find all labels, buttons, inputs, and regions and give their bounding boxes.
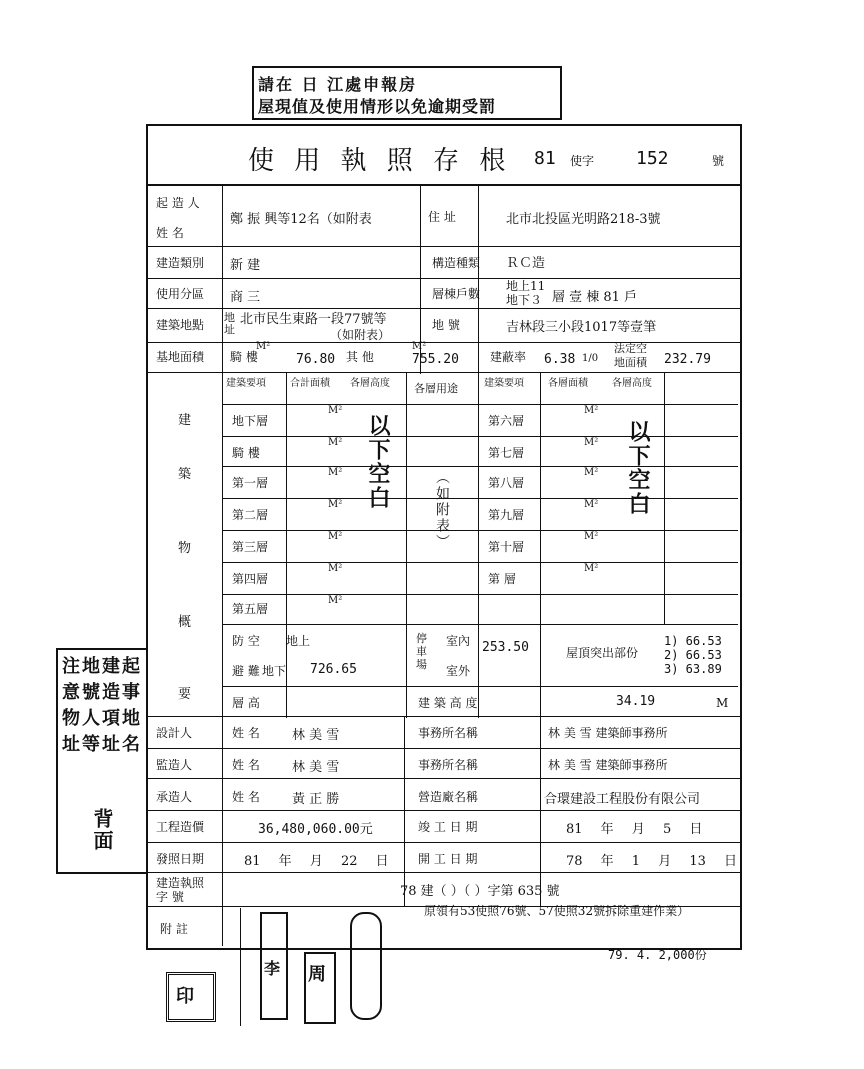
blank-stamp-left: 以下空白 <box>365 414 390 510</box>
shelter-label-2: 避 難 <box>232 664 260 678</box>
unit-m2-r2: M² <box>584 437 599 448</box>
license-prefix: 81 <box>534 148 556 169</box>
supervisor-name-label: 姓 名 <box>232 758 260 772</box>
coverage-fraction: 1/0 <box>582 353 599 364</box>
type-label: 建造類別 <box>156 256 205 270</box>
parking-label: 停車場 <box>416 632 427 671</box>
unit-m2-r6: M² <box>584 563 599 574</box>
other-value: 755.20 <box>412 352 459 367</box>
remark-value: 原領有53使照76號、57使照32號拆除重建作業） <box>424 904 690 918</box>
designer-office: 林 美 雪 建築師事務所 <box>548 726 668 740</box>
unit-m2-r3: M² <box>584 467 599 478</box>
floors-rest: 層 壹 棟 81 戶 <box>552 290 638 305</box>
left-floor-7: 第五層 <box>232 602 269 616</box>
building-label-2: 築 <box>178 467 192 482</box>
roof-label: 屋頂突出部份 <box>566 646 639 660</box>
contractor-label: 承造人 <box>156 790 193 804</box>
total-height-label: 建 築 高 度 <box>418 696 478 710</box>
structure-label: 構造種類 <box>432 256 481 270</box>
legal-label-1: 法定空 <box>614 342 647 355</box>
unit-m2-2: M² <box>328 437 343 448</box>
left-floor-6: 第四層 <box>232 572 269 586</box>
right-floor-1: 第六層 <box>488 414 525 428</box>
issue-value: 81 年 月 22 日 <box>244 854 389 869</box>
hdr-height: 各層高度 <box>350 378 390 389</box>
area-label: 基地面積 <box>156 350 205 364</box>
header-note-line2: 屋現值及使用情形以免逾期受罰 <box>258 97 497 116</box>
shelter-below: 地下 <box>262 664 287 678</box>
attach-note: （如附表） <box>434 470 450 550</box>
cost-label: 工程造價 <box>156 820 205 834</box>
designer-name-label: 姓 名 <box>232 726 260 740</box>
zone-label: 使用分區 <box>156 287 205 301</box>
site-prefix: 地址 <box>224 311 235 336</box>
permit-value: 78 建（ ）（ ）字第 635 號 <box>400 884 560 899</box>
left-floor-5: 第三層 <box>232 540 269 554</box>
unit-m2-5: M² <box>328 531 343 542</box>
legal-label-2: 地面積 <box>614 356 647 369</box>
form-title: 使 用 執 照 存 根 <box>248 146 512 176</box>
license-suffix: 號 <box>712 154 725 168</box>
contractor-name: 黃 正 勝 <box>292 792 340 807</box>
issue-label: 發照日期 <box>156 852 205 866</box>
height-label: 層 高 <box>232 696 260 710</box>
coverage-value: 6.38 <box>544 352 576 367</box>
site-value: 北市民生東路一段77號等 <box>240 312 387 327</box>
supervisor-office: 林 美 雪 建築師事務所 <box>548 758 668 772</box>
applicant-label-2: 姓 名 <box>156 226 184 240</box>
unit-m2-3: M² <box>328 467 343 478</box>
floors-label: 層棟戶數 <box>432 287 481 301</box>
side-note <box>56 648 148 874</box>
hdr-purpose: 各層用途 <box>414 382 458 395</box>
address-value: 北市北投區光明路218-3號 <box>506 212 661 227</box>
supervisor-name: 林 美 雪 <box>292 760 340 775</box>
unit-m2-1: M² <box>328 405 343 416</box>
contractor-name-label: 姓 名 <box>232 790 260 804</box>
unit-m2-4: M² <box>328 499 343 510</box>
designer-label: 設計人 <box>156 726 193 740</box>
blank-stamp-right: 以下空白 <box>625 420 650 516</box>
header-note-line1: 請在 日 江處申報房 <box>258 75 418 94</box>
arcade-label: 騎 樓 <box>230 350 258 364</box>
shelter-label: 防 空 <box>232 634 260 648</box>
license-char: 使字 <box>570 154 595 168</box>
right-floor-5: 第十層 <box>488 540 525 554</box>
hdr-area: 合計面積 <box>290 378 330 389</box>
supervisor-label: 監造人 <box>156 758 193 772</box>
right-floor-3: 第八層 <box>488 476 525 490</box>
license-number: 152 <box>636 148 669 169</box>
shelter-above: 地上 <box>286 634 311 648</box>
floors-above: 地上11 <box>506 279 546 293</box>
chief-stamp-text: 李 <box>264 959 281 978</box>
building-label-4: 概 <box>178 615 192 630</box>
left-floor-2: 騎 樓 <box>232 446 260 460</box>
parking-value: 253.50 <box>482 640 529 655</box>
site-attach: （如附表） <box>330 328 391 342</box>
right-floor-4: 第九層 <box>488 508 525 522</box>
hdr-use: 建築要項 <box>226 378 266 389</box>
cost-value: 36,480,060.00元 <box>258 822 373 837</box>
type-value: 新 建 <box>230 258 261 273</box>
seal-stamp-text: 印 <box>176 986 194 1007</box>
side-note-back: 背面 <box>90 808 114 852</box>
contractor-office: 合環建設工程股份有限公司 <box>544 792 701 807</box>
floors-below: 地下３ <box>506 293 543 307</box>
roof-value-3: 3) 63.89 <box>664 662 722 676</box>
unit-m2-r1: M² <box>584 405 599 416</box>
total-height-value: 34.19 <box>616 694 656 709</box>
left-floor-1: 地下層 <box>232 414 269 428</box>
header-note <box>252 66 562 120</box>
applicant-value: 鄭 振 興等12名（如附表 <box>230 212 372 227</box>
left-floor-4: 第二層 <box>232 508 269 522</box>
building-label-3: 物 <box>178 541 192 556</box>
address-label: 住 址 <box>428 210 456 224</box>
permit-label-2: 字 號 <box>156 890 184 904</box>
coverage-label: 建蔽率 <box>490 350 527 364</box>
left-floor-3: 第一層 <box>232 476 269 490</box>
unit-m2-6: M² <box>328 563 343 574</box>
total-height-unit: M <box>716 696 729 710</box>
parking-out: 室外 <box>446 664 471 678</box>
roof-value-2: 2) 66.53 <box>664 648 722 662</box>
remark-label: 附 註 <box>160 922 188 936</box>
arcade-unit: M² <box>256 341 271 352</box>
structure-value: ＲＣ造 <box>506 256 546 271</box>
hdr-use-2: 建築要項 <box>484 378 524 389</box>
start-value: 78 年 1 月 13 日 <box>566 854 738 869</box>
right-floor-2: 第七層 <box>488 446 525 460</box>
complete-value: 81 年 月 5 日 <box>566 822 703 837</box>
print-note: 79. 4. 2,000份 <box>608 948 707 962</box>
right-floor-6: 第 層 <box>488 572 516 586</box>
building-label-5: 要 <box>178 687 192 702</box>
lot-label: 地 號 <box>432 318 460 332</box>
contractor-office-label: 營造廠名稱 <box>418 790 479 804</box>
unit-m2-r4: M² <box>584 499 599 510</box>
other-label: 其 他 <box>346 350 374 364</box>
start-label: 開 工 日 期 <box>418 852 478 866</box>
lot-value: 吉林段三小段1017等壹筆 <box>506 320 657 335</box>
roof-value-1: 1) 66.53 <box>664 634 722 648</box>
sign-stamp-text: 周 <box>308 964 326 985</box>
hdr-height-2: 各層高度 <box>612 378 652 389</box>
building-label-1: 建 <box>178 413 192 428</box>
site-label: 建築地點 <box>156 318 205 332</box>
parking-in: 室內 <box>446 634 471 648</box>
designer-office-label: 事務所名稱 <box>418 726 479 740</box>
unit-m2-7: M² <box>328 595 343 606</box>
unit-m2-r5: M² <box>584 531 599 542</box>
hdr-area-2: 各層面積 <box>548 378 588 389</box>
complete-label: 竣 工 日 期 <box>418 820 478 834</box>
shelter-value: 726.65 <box>310 662 357 677</box>
side-note-text: 注地建起意號造事物人項地址等址名 <box>62 656 142 755</box>
applicant-label-1: 起 造 人 <box>156 196 200 210</box>
arcade-value: 76.80 <box>296 352 336 367</box>
zone-value: 商 三 <box>230 290 261 305</box>
permit-label-1: 建造執照 <box>156 876 205 890</box>
supervisor-office-label: 事務所名稱 <box>418 758 479 772</box>
round-stamp <box>350 912 382 1020</box>
legal-value: 232.79 <box>664 352 711 367</box>
designer-name: 林 美 雪 <box>292 728 340 743</box>
other-unit: M² <box>412 341 427 352</box>
